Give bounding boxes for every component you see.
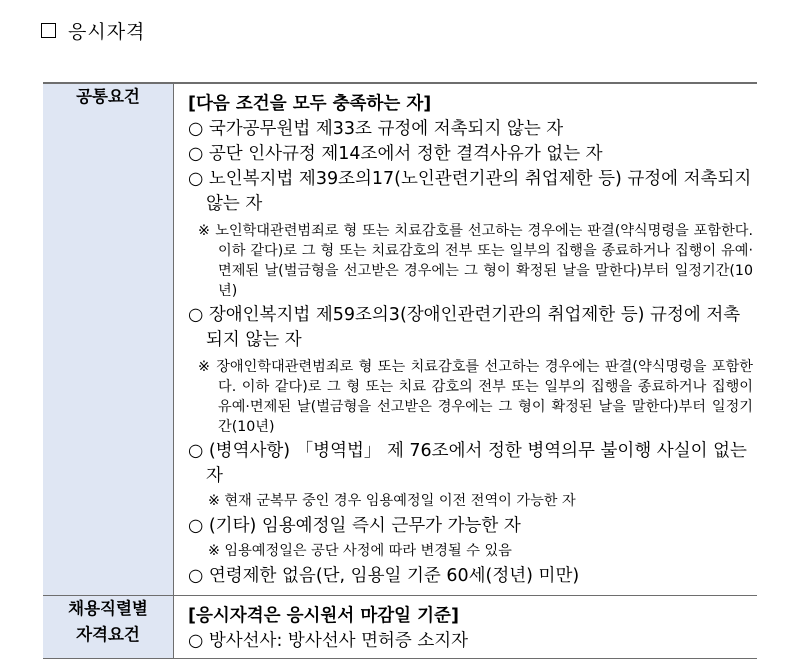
note-item: ※ 장애인학대관련범죄로 형 또는 치료감호를 선고하는 경우에는 판결(약식명령을 포함한다. 이하 같다)로 그 형 또는 치료 감호의 전부 또는 일부의 집행을 종료하거나 집행이 유예·면제된 날(벌금형을 선고받은 경우에는 그 형이 확정된 날을 말한다)부터 일정기간(10년) xyxy=(198,359,753,435)
row-label-common: 공통요건 xyxy=(43,83,174,596)
table-row-job-specific xyxy=(43,596,757,659)
job-heading: [응시자격은 응시원서 마감일 기준] xyxy=(188,606,459,626)
note-item: ※ 현재 군복무 중인 경우 임용예정일 이전 전역이 가능한 자 xyxy=(208,493,576,509)
list-item: ○ 연령제한 없음(단, 임용일 기준 60세(정년) 미만) xyxy=(188,566,580,586)
row-content-job-specific xyxy=(174,596,758,659)
list-item: ○ 노인복지법 제39조의17(노인관련기관의 취업제한 등) 규정에 저촉되지 않는 자 xyxy=(188,169,752,214)
list-item: ○ (기타) 임용예정일 즉시 근무가 가능한 자 xyxy=(188,516,521,536)
checkbox-icon xyxy=(41,23,56,38)
list-item: ○ 방사선사: 방사선사 면허증 소지자 xyxy=(188,631,469,651)
section-title xyxy=(41,17,145,44)
requirements-table xyxy=(43,82,757,659)
row-label-line1: 채용직렬별 xyxy=(68,599,148,618)
list-item: ○ (병역사항) 「병역법」 제 76조에서 정한 병역의무 불이행 사실이 없는 자 xyxy=(188,441,747,486)
row-content-common xyxy=(174,83,758,596)
list-item: ○ 공단 인사규정 제14조에서 정한 결격사유가 없는 자 xyxy=(188,144,603,164)
common-heading: [다음 조건을 모두 충족하는 자] xyxy=(188,94,432,114)
list-item: ○ 국가공무원법 제33조 규정에 저촉되지 않는 자 xyxy=(188,119,564,139)
section-title-text: 응시자격 xyxy=(68,21,146,43)
list-item: ○ 장애인복지법 제59조의3(장애인관련기관의 취업제한 등) 규정에 저촉되지 않는 자 xyxy=(188,305,741,350)
note-item: ※ 임용예정일은 공단 사정에 따라 변경될 수 있음 xyxy=(208,543,512,559)
note-item: ※ 노인학대관련범죄로 형 또는 치료감호를 선고하는 경우에는 판결(약식명령을 포함한다. 이하 같다)로 그 형 또는 치료감호의 전부 또는 일부의 집행을 종료하거나 집행이 유예‧면제된 날(벌금형을 선고받은 경우에는 그 형이 확정된 날을 말한다)부터 일정기간(10년) xyxy=(198,223,753,299)
row-label-line2: 자격요건 xyxy=(76,625,140,644)
row-label-job-specific xyxy=(43,596,174,659)
table-row-common xyxy=(43,83,757,596)
